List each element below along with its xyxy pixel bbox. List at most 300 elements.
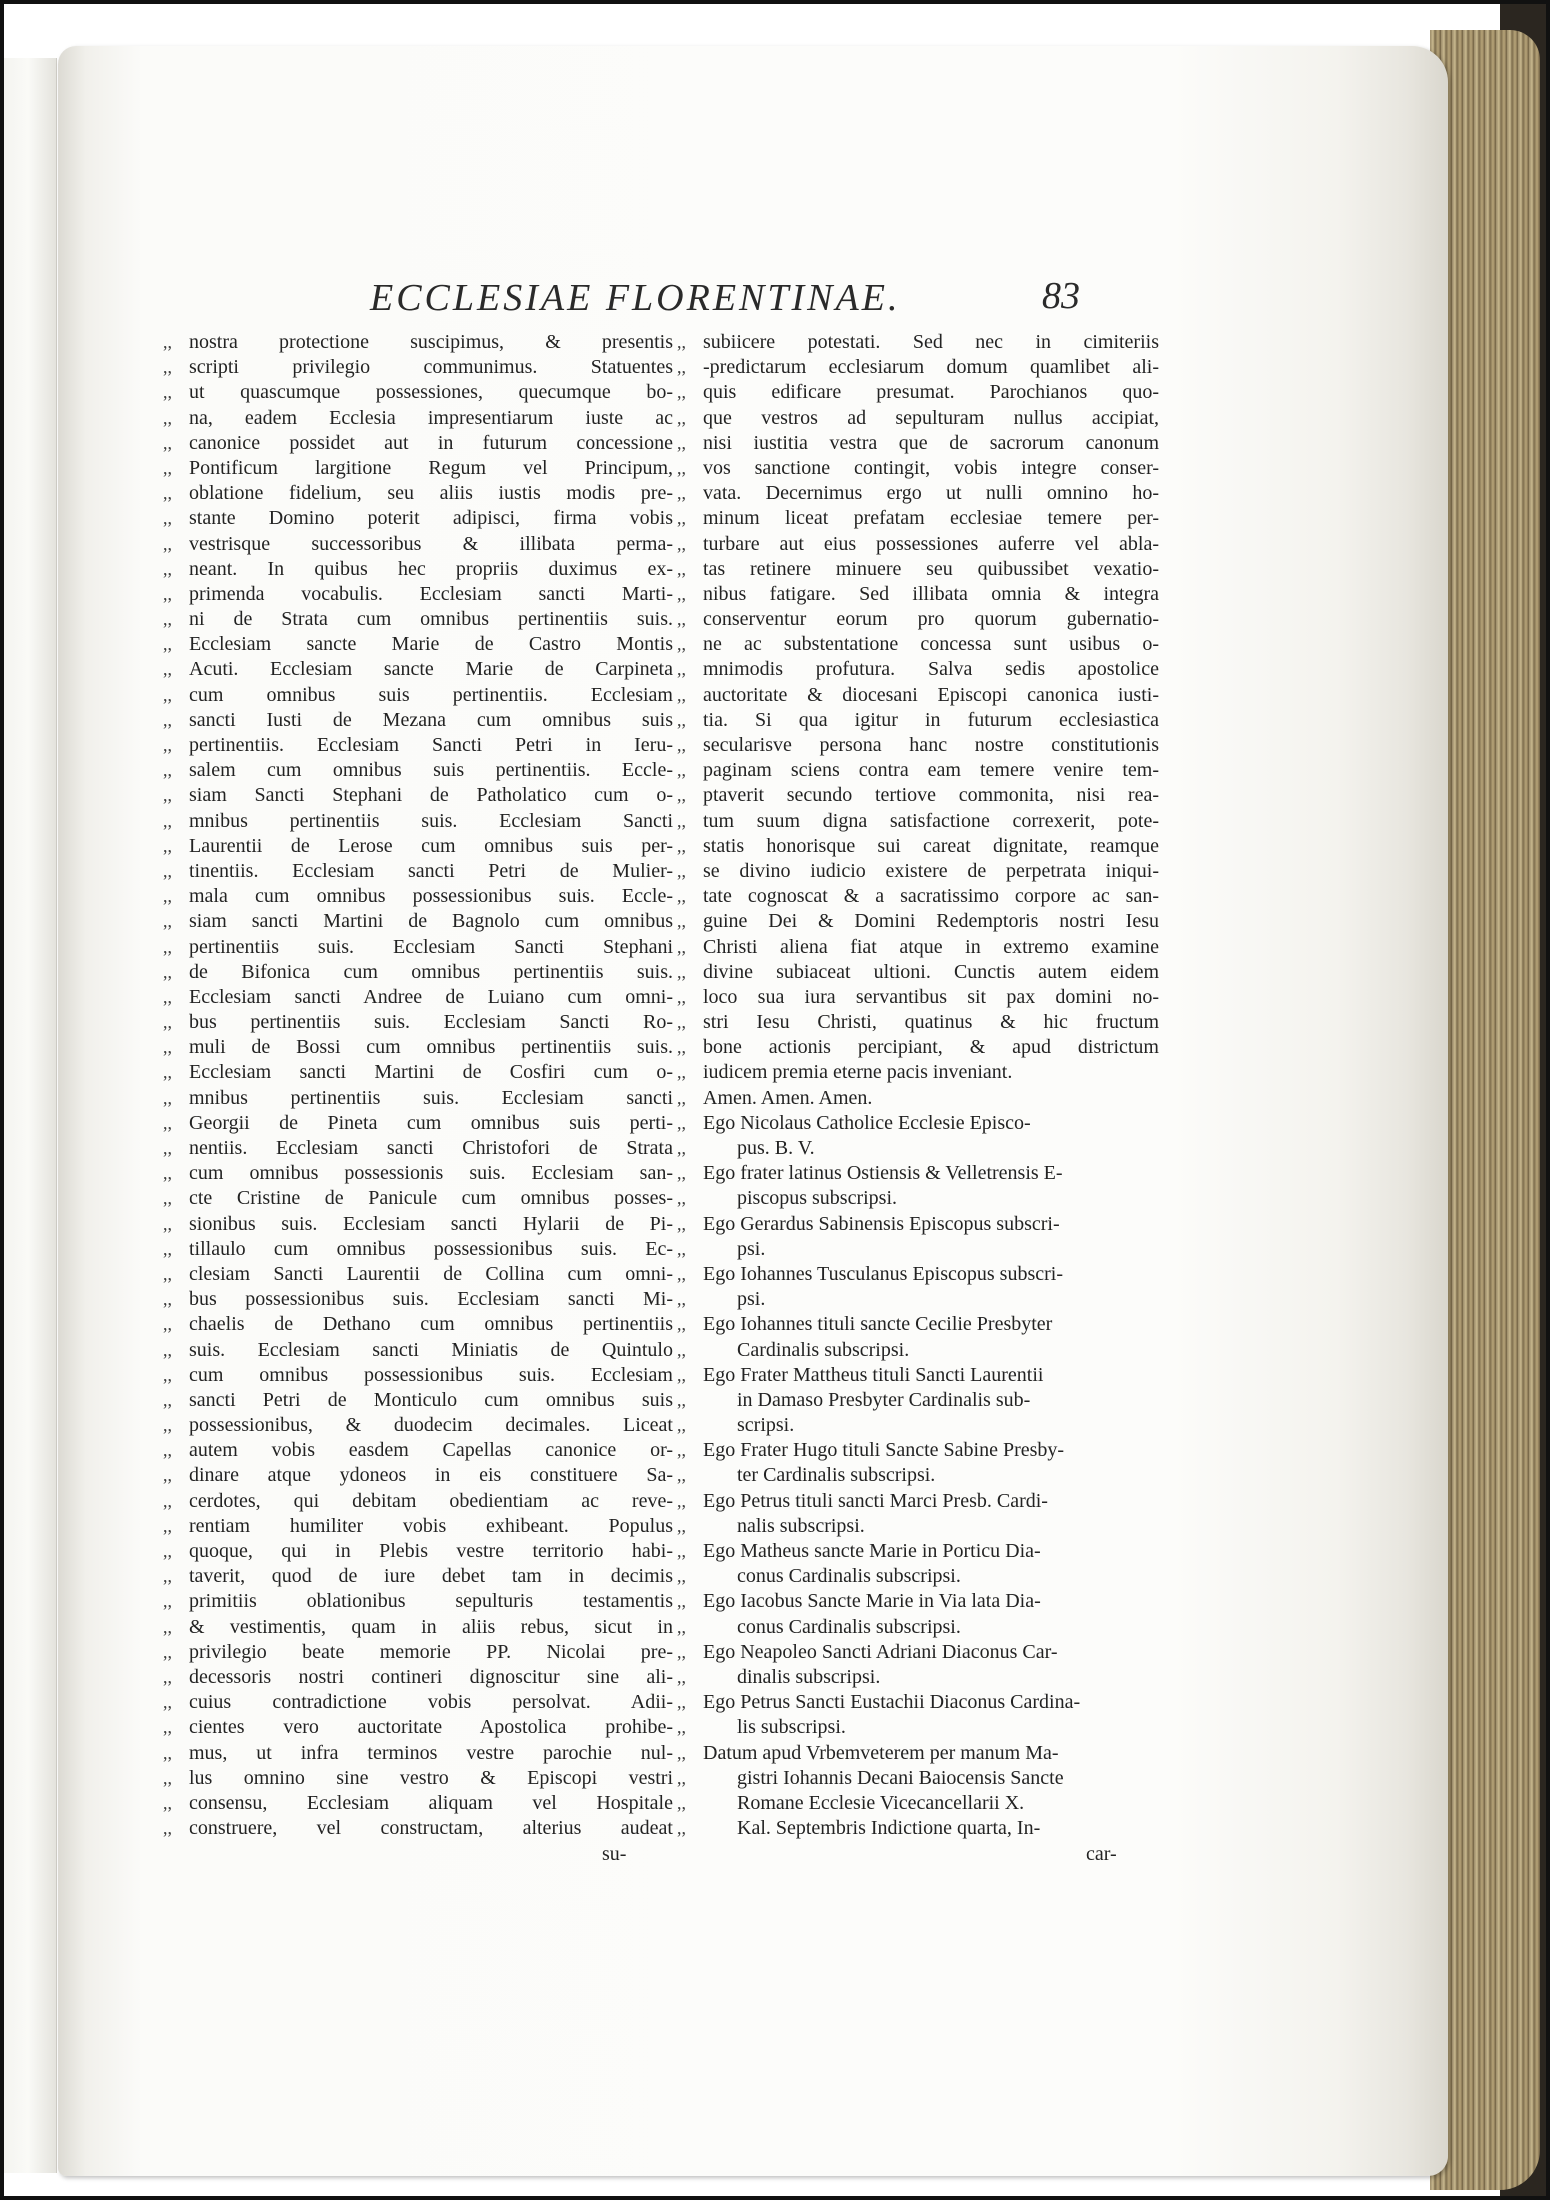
line-text: -predictarum ecclesiarum domum quamlibet ali- xyxy=(703,356,1159,379)
line-text: pus. B. V. xyxy=(737,1137,815,1159)
quote-mark: ,, xyxy=(163,1818,172,1839)
text-line xyxy=(677,859,1159,884)
page-header xyxy=(370,276,1170,326)
text-line xyxy=(163,733,673,758)
text-line xyxy=(677,1640,1159,1665)
line-text: psi. xyxy=(737,1237,766,1260)
line-text: cerdotes, qui debitam obedientiam ac reve- xyxy=(189,1489,673,1512)
quote-mark: ,, xyxy=(677,1012,686,1033)
line-text: de Bifonica cum omnibus pertinentiis suis. xyxy=(189,960,673,983)
text-line xyxy=(163,1212,673,1237)
line-text: chaelis de Dethano cum omnibus pertinentiis xyxy=(189,1313,673,1336)
quote-mark: ,, xyxy=(163,1465,172,1486)
quote-mark: ,, xyxy=(677,432,686,453)
text-line xyxy=(677,708,1159,733)
text-line xyxy=(677,1287,1159,1312)
quote-mark: ,, xyxy=(677,911,686,932)
line-text: Ego Petrus Sancti Eustachii Diaconus Cardina- xyxy=(703,1691,1081,1714)
text-line xyxy=(163,1766,673,1791)
line-text: Christi aliena fiat atque in extremo examine xyxy=(703,935,1159,958)
text-line xyxy=(163,1615,673,1640)
line-text: cum omnibus suis pertinentiis. Ecclesiam xyxy=(189,683,673,706)
text-line xyxy=(677,557,1159,582)
page-number: 83 xyxy=(1042,275,1080,317)
line-text: nostra protectione suscipimus, & presentis xyxy=(189,331,673,353)
text-line xyxy=(163,1161,673,1186)
line-text: tinentiis. Ecclesiam sancti Petri de Mulier- xyxy=(189,859,673,882)
line-text: autem vobis easdem Capellas canonice or- xyxy=(189,1439,673,1462)
line-text: se divino iudicio existere de perpetrata iniqui- xyxy=(703,859,1159,882)
quote-mark: ,, xyxy=(677,634,686,655)
quote-mark: ,, xyxy=(677,1364,686,1385)
line-text: tillaulo cum omnibus possessionibus suis. Ec- xyxy=(189,1237,673,1260)
line-text: Ego Iacobus Sancte Marie in Via lata Dia- xyxy=(703,1590,1041,1613)
text-line xyxy=(677,1035,1159,1060)
line-text: privilegio beate memorie PP. Nicolai pre- xyxy=(189,1640,673,1663)
quote-mark: ,, xyxy=(163,1541,172,1561)
quote-mark: ,, xyxy=(677,1541,686,1561)
quote-mark: ,, xyxy=(163,810,172,831)
quote-mark: ,, xyxy=(163,1389,172,1410)
quote-mark: ,, xyxy=(677,961,686,982)
text-line xyxy=(677,960,1159,985)
quote-mark: ,, xyxy=(677,1440,686,1461)
quote-mark: ,, xyxy=(163,382,172,403)
text-line xyxy=(677,683,1159,708)
quote-mark: ,, xyxy=(163,332,172,352)
quote-mark: ,, xyxy=(163,961,172,982)
text-line xyxy=(163,1665,673,1690)
quote-mark: ,, xyxy=(163,1037,172,1058)
line-text: oblatione fidelium, seu aliis iustis modis pre- xyxy=(189,482,673,505)
quote-mark: ,, xyxy=(677,1238,686,1259)
quote-mark: ,, xyxy=(677,1717,686,1738)
quote-mark: ,, xyxy=(677,1792,686,1813)
quote-mark: ,, xyxy=(163,1012,172,1033)
line-text: auctoritate & diocesani Episcopi canonica iusti- xyxy=(703,683,1159,706)
line-text: Ego Frater Hugo tituli Sancte Sabine Presby- xyxy=(703,1439,1065,1462)
quote-mark: ,, xyxy=(677,659,686,680)
quote-mark: ,, xyxy=(163,1717,172,1738)
quote-mark: ,, xyxy=(163,1213,172,1234)
text-line xyxy=(163,1690,673,1715)
text-line xyxy=(163,1539,673,1564)
text-line xyxy=(677,1741,1159,1766)
line-text: stri Iesu Christi, quatinus & hic fructum xyxy=(703,1011,1159,1034)
quote-mark: ,, xyxy=(677,1289,686,1310)
quote-mark: ,, xyxy=(163,709,172,730)
quote-mark: ,, xyxy=(677,760,686,781)
text-line xyxy=(163,683,673,708)
line-text: dinare atque ydoneos in eis constituere Sa- xyxy=(189,1464,673,1487)
text-line xyxy=(677,884,1159,909)
quote-mark: ,, xyxy=(677,1163,686,1184)
line-text: mnibus pertinentiis suis. Ecclesiam Sancti xyxy=(189,809,673,832)
line-text: in Damaso Presbyter Cardinalis sub- xyxy=(737,1388,1031,1411)
quote-mark: ,, xyxy=(677,1087,686,1108)
text-line xyxy=(677,1111,1159,1136)
quote-mark: ,, xyxy=(677,1767,686,1788)
line-text: quis edificare presumat. Parochianos quo- xyxy=(703,381,1159,404)
text-line xyxy=(163,1715,673,1740)
quote-mark: ,, xyxy=(677,1591,686,1612)
text-line xyxy=(163,783,673,808)
quote-mark: ,, xyxy=(163,735,172,755)
line-text: turbare aut eius possessiones auferre vel abla- xyxy=(703,532,1159,555)
quote-mark: ,, xyxy=(677,986,686,1007)
line-text: vos sanctione contingit, vobis integre conser- xyxy=(703,456,1159,479)
line-text: que vestros ad sepulturam nullus accipiat, xyxy=(703,406,1159,429)
line-text: dinalis subscripsi. xyxy=(737,1665,881,1688)
text-line xyxy=(163,1111,673,1136)
line-text: Georgii de Pineta cum omnibus suis perti- xyxy=(189,1111,673,1134)
quote-mark: ,, xyxy=(677,382,686,403)
quote-mark: ,, xyxy=(163,483,172,504)
text-line xyxy=(677,935,1159,960)
text-line xyxy=(677,1363,1159,1388)
line-text: paginam sciens contra eam temere venire tem- xyxy=(703,759,1159,782)
line-text: mnibus pertinentiis suis. Ecclesiam sancti xyxy=(189,1086,673,1109)
line-text: Ego Petrus tituli sancti Marci Presb. Cardi- xyxy=(703,1489,1048,1512)
text-line xyxy=(163,935,673,960)
quote-mark: ,, xyxy=(677,860,686,881)
text-line xyxy=(677,1136,1159,1161)
quote-mark: ,, xyxy=(163,1742,172,1763)
line-text: salem cum omnibus suis pertinentiis. Eccle- xyxy=(189,759,673,782)
line-text: mala cum omnibus possessionibus suis. Eccle- xyxy=(189,885,673,908)
right-catchword: car- xyxy=(1086,1843,1117,1865)
text-line xyxy=(677,1665,1159,1690)
quote-mark: ,, xyxy=(677,1188,686,1209)
line-text: ut quascumque possessiones, quecumque bo- xyxy=(189,381,673,404)
text-line xyxy=(677,532,1159,557)
line-text: Cardinalis subscripsi. xyxy=(737,1338,910,1361)
line-text: taverit, quod de iure debet tam in decimis xyxy=(189,1565,673,1588)
line-text: Ego frater latinus Ostiensis & Velletrensis E- xyxy=(703,1162,1063,1185)
line-text: mnimodis profutura. Salva sedis apostolice xyxy=(703,658,1159,681)
text-line xyxy=(163,607,673,632)
text-line xyxy=(163,380,673,405)
quote-mark: ,, xyxy=(677,1666,686,1687)
text-line xyxy=(163,355,673,380)
line-text: psi. xyxy=(737,1288,766,1311)
line-text: loco sua iura servantibus sit pax domini no- xyxy=(703,985,1159,1008)
line-text: tum suum digna satisfactione correxerit, pote- xyxy=(703,809,1159,832)
quote-mark: ,, xyxy=(163,1364,172,1385)
text-line xyxy=(163,557,673,582)
line-text: gistri Iohannis Decani Baiocensis Sancte xyxy=(737,1766,1064,1789)
line-text: piscopus subscripsi. xyxy=(737,1187,897,1210)
line-text: Ego Matheus sancte Marie in Porticu Dia- xyxy=(703,1540,1041,1562)
line-text: bus possessionibus suis. Ecclesiam sancti Mi- xyxy=(189,1288,673,1311)
quote-mark: ,, xyxy=(163,986,172,1007)
line-text: ni de Strata cum omnibus pertinentiis suis. xyxy=(189,608,673,631)
line-text: sancti Iusti de Mezana cum omnibus suis xyxy=(189,708,673,731)
line-text: ne ac substentatione concessa sunt usibus o- xyxy=(703,633,1159,656)
quote-mark: ,, xyxy=(677,1692,686,1713)
text-line xyxy=(163,456,673,481)
line-text: bone actionis percipiant, & apud districtum xyxy=(703,1036,1159,1059)
text-line xyxy=(163,1438,673,1463)
quote-mark: ,, xyxy=(163,1238,172,1259)
quote-mark: ,, xyxy=(163,1692,172,1713)
text-line xyxy=(163,532,673,557)
quote-mark: ,, xyxy=(163,508,172,529)
text-line xyxy=(163,632,673,657)
text-line xyxy=(677,733,1159,758)
quote-mark: ,, xyxy=(163,860,172,881)
left-catchword: su- xyxy=(602,1843,627,1865)
quote-mark: ,, xyxy=(677,709,686,730)
line-text: tate cognoscat & a sacratissimo corpore ac san- xyxy=(703,885,1159,908)
quote-mark: ,, xyxy=(677,407,686,428)
quote-mark: ,, xyxy=(163,407,172,428)
text-line xyxy=(163,330,673,355)
line-text: lis subscripsi. xyxy=(737,1716,846,1739)
text-line xyxy=(163,1186,673,1211)
quote-mark: ,, xyxy=(677,483,686,504)
quote-mark: ,, xyxy=(163,1339,172,1360)
quote-mark: ,, xyxy=(677,1062,686,1083)
quote-mark: ,, xyxy=(163,357,172,378)
line-text: iudicem premia eterne pacis inveniant. xyxy=(703,1061,1013,1084)
text-line xyxy=(677,1463,1159,1488)
line-text: ter Cardinalis subscripsi. xyxy=(737,1464,936,1487)
text-line xyxy=(677,632,1159,657)
quote-mark: ,, xyxy=(677,1742,686,1763)
quote-mark: ,, xyxy=(163,760,172,781)
text-line xyxy=(677,1589,1159,1614)
quote-mark: ,, xyxy=(163,1263,172,1284)
text-line xyxy=(677,456,1159,481)
quote-mark: ,, xyxy=(677,810,686,831)
line-text: Ego Gerardus Sabinensis Episcopus subscri- xyxy=(703,1212,1060,1235)
quote-mark: ,, xyxy=(677,1465,686,1486)
quote-mark: ,, xyxy=(163,1440,172,1461)
quote-mark: ,, xyxy=(677,609,686,630)
text-line xyxy=(677,909,1159,934)
quote-mark: ,, xyxy=(163,432,172,453)
text-line xyxy=(677,1539,1159,1564)
text-line xyxy=(677,657,1159,682)
text-line xyxy=(677,1615,1159,1640)
text-line xyxy=(163,708,673,733)
quote-mark: ,, xyxy=(677,1566,686,1587)
text-line xyxy=(163,406,673,431)
line-text: Amen. Amen. Amen. xyxy=(703,1086,873,1109)
text-line xyxy=(677,1489,1159,1514)
line-text: primenda vocabulis. Ecclesiam sancti Marti- xyxy=(189,582,673,605)
quote-mark: ,, xyxy=(677,684,686,705)
quote-mark: ,, xyxy=(677,886,686,907)
line-text: Ego Iohannes tituli sancte Cecilie Presbyter xyxy=(703,1313,1053,1336)
quote-mark: ,, xyxy=(677,1490,686,1511)
text-line xyxy=(677,1438,1159,1463)
line-text: nibus fatigare. Sed illibata omnia & integra xyxy=(703,582,1159,605)
quote-mark: ,, xyxy=(677,835,686,856)
text-line xyxy=(677,1161,1159,1186)
quote-mark: ,, xyxy=(163,1087,172,1108)
quote-mark: ,, xyxy=(163,1666,172,1687)
text-line xyxy=(163,1816,673,1841)
right-text-column xyxy=(677,330,1159,1841)
line-text: Ego Frater Mattheus tituli Sancti Laurentii xyxy=(703,1363,1044,1386)
quote-mark: ,, xyxy=(163,1163,172,1184)
text-line xyxy=(677,1514,1159,1539)
text-line xyxy=(677,1816,1159,1841)
quote-mark: ,, xyxy=(677,1389,686,1410)
text-line xyxy=(163,1010,673,1035)
quote-mark: ,, xyxy=(163,1566,172,1587)
text-line xyxy=(677,380,1159,405)
text-line xyxy=(163,1363,673,1388)
quote-mark: ,, xyxy=(163,936,172,957)
line-text: conus Cardinalis subscripsi. xyxy=(737,1615,961,1638)
line-text: nalis subscripsi. xyxy=(737,1514,865,1537)
text-line xyxy=(677,783,1159,808)
quote-mark: ,, xyxy=(677,1112,686,1133)
quote-mark: ,, xyxy=(163,1515,172,1536)
quote-mark: ,, xyxy=(677,1515,686,1536)
text-line xyxy=(163,1287,673,1312)
quote-mark: ,, xyxy=(163,1188,172,1209)
line-text: pertinentiis. Ecclesiam Sancti Petri in Ieru- xyxy=(189,734,673,756)
quote-mark: ,, xyxy=(677,1415,686,1436)
line-text: vestrisque successoribus & illibata perma- xyxy=(189,532,673,555)
quote-mark: ,, xyxy=(677,1339,686,1360)
line-text: possessionibus, & duodecim decimales. Liceat xyxy=(189,1414,673,1437)
text-line xyxy=(677,406,1159,431)
quote-mark: ,, xyxy=(163,533,172,554)
text-line xyxy=(163,1262,673,1287)
running-title: ECCLESIAE FLORENTINAE. xyxy=(370,277,901,319)
quote-mark: ,, xyxy=(677,936,686,957)
line-text: lus omnino sine vestro & Episcopi vestri xyxy=(189,1766,673,1789)
line-text: Ego Iohannes Tusculanus Episcopus subscri- xyxy=(703,1262,1063,1285)
text-line xyxy=(163,1791,673,1816)
line-text: tia. Si qua igitur in futurum ecclesiastica xyxy=(703,708,1159,731)
quote-mark: ,, xyxy=(163,609,172,630)
line-text: stante Domino poterit adipisci, firma vobis xyxy=(189,507,673,530)
text-line xyxy=(677,1186,1159,1211)
quote-mark: ,, xyxy=(163,684,172,705)
text-line xyxy=(677,1791,1159,1816)
text-line xyxy=(677,1413,1159,1438)
quote-mark: ,, xyxy=(677,357,686,378)
quote-mark: ,, xyxy=(163,1112,172,1133)
left-text-column xyxy=(163,330,673,1841)
text-line xyxy=(163,960,673,985)
line-text: conserventur eorum pro quorum gubernatio- xyxy=(703,608,1159,631)
quote-mark: ,, xyxy=(163,886,172,907)
quote-mark: ,, xyxy=(677,735,686,755)
line-text: scripti privilegio communimus. Statuentes xyxy=(189,356,673,379)
text-line xyxy=(163,1741,673,1766)
quote-mark: ,, xyxy=(163,785,172,806)
line-text: subiicere potestati. Sed nec in cimiteriis xyxy=(703,331,1159,353)
text-line xyxy=(163,1514,673,1539)
line-text: Ecclesiam sancte Marie de Castro Montis xyxy=(189,633,673,656)
quote-mark: ,, xyxy=(677,1037,686,1058)
quote-mark: ,, xyxy=(677,332,686,352)
quote-mark: ,, xyxy=(163,835,172,856)
line-text: Pontificum largitione Regum vel Principum, xyxy=(189,456,673,479)
quote-mark: ,, xyxy=(163,1289,172,1310)
quote-mark: ,, xyxy=(677,1213,686,1234)
line-text: Laurentii de Lerose cum omnibus suis per- xyxy=(189,834,673,857)
quote-mark: ,, xyxy=(677,558,686,579)
line-text: sionibus suis. Ecclesiam sancti Hylarii de Pi- xyxy=(189,1212,673,1235)
text-line xyxy=(677,1312,1159,1337)
text-line xyxy=(163,1388,673,1413)
text-line xyxy=(163,1489,673,1514)
line-text: muli de Bossi cum omnibus pertinentiis suis. xyxy=(189,1036,673,1059)
text-line xyxy=(677,1237,1159,1262)
line-text: vata. Decernimus ergo ut nulli omnino ho- xyxy=(703,482,1159,505)
text-line xyxy=(163,1237,673,1262)
quote-mark: ,, xyxy=(677,1616,686,1637)
line-text: & vestimentis, quam in aliis rebus, sicut in xyxy=(189,1615,673,1638)
text-line xyxy=(677,1086,1159,1111)
text-line xyxy=(677,355,1159,380)
text-line xyxy=(163,809,673,834)
text-line xyxy=(677,607,1159,632)
text-line xyxy=(677,1060,1159,1085)
text-line xyxy=(677,1262,1159,1287)
text-line xyxy=(163,1589,673,1614)
line-text: pertinentiis suis. Ecclesiam Sancti Stephani xyxy=(189,935,673,958)
text-line xyxy=(677,1564,1159,1589)
quote-mark: ,, xyxy=(677,457,686,478)
line-text: bus pertinentiis suis. Ecclesiam Sancti Ro- xyxy=(189,1011,673,1034)
line-text: primitiis oblationibus sepulturis testamentis xyxy=(189,1590,673,1613)
text-line xyxy=(677,330,1159,355)
text-line xyxy=(677,1690,1159,1715)
quote-mark: ,, xyxy=(677,1314,686,1335)
line-text: guine Dei & Domini Redemptoris nostri Iesu xyxy=(703,910,1159,933)
line-text: divine subiaceat ultioni. Cunctis autem eidem xyxy=(703,960,1159,983)
line-text: cum omnibus possessionis suis. Ecclesiam san- xyxy=(189,1162,673,1185)
line-text: Datum apud Vrbemveterem per manum Ma- xyxy=(703,1741,1059,1764)
quote-mark: ,, xyxy=(163,558,172,579)
text-line xyxy=(163,1312,673,1337)
line-text: Ecclesiam sancti Andree de Luiano cum omni- xyxy=(189,985,673,1008)
text-line xyxy=(163,1136,673,1161)
text-line xyxy=(163,1086,673,1111)
text-line xyxy=(163,884,673,909)
line-text: conus Cardinalis subscripsi. xyxy=(737,1565,961,1588)
text-line xyxy=(163,859,673,884)
quote-mark: ,, xyxy=(677,1641,686,1662)
text-line xyxy=(677,985,1159,1010)
text-line xyxy=(163,985,673,1010)
quote-mark: ,, xyxy=(163,583,172,604)
text-line xyxy=(163,506,673,531)
line-text: clesiam Sancti Laurentii de Collina cum omni- xyxy=(189,1262,673,1285)
text-line xyxy=(163,481,673,506)
quote-mark: ,, xyxy=(163,1641,172,1662)
line-text: Ecclesiam sancti Martini de Cosfiri cum o- xyxy=(189,1061,673,1084)
line-text: cte Cristine de Panicule cum omnibus posses- xyxy=(189,1187,673,1210)
text-line xyxy=(163,909,673,934)
facing-page-edge xyxy=(0,58,57,2173)
text-line xyxy=(163,1413,673,1438)
line-text: sancti Petri de Monticulo cum omnibus suis xyxy=(189,1388,673,1411)
quote-mark: ,, xyxy=(677,1138,686,1158)
line-text: neant. In quibus hec propriis duximus ex- xyxy=(189,557,673,580)
text-line xyxy=(163,657,673,682)
quote-mark: ,, xyxy=(163,659,172,680)
